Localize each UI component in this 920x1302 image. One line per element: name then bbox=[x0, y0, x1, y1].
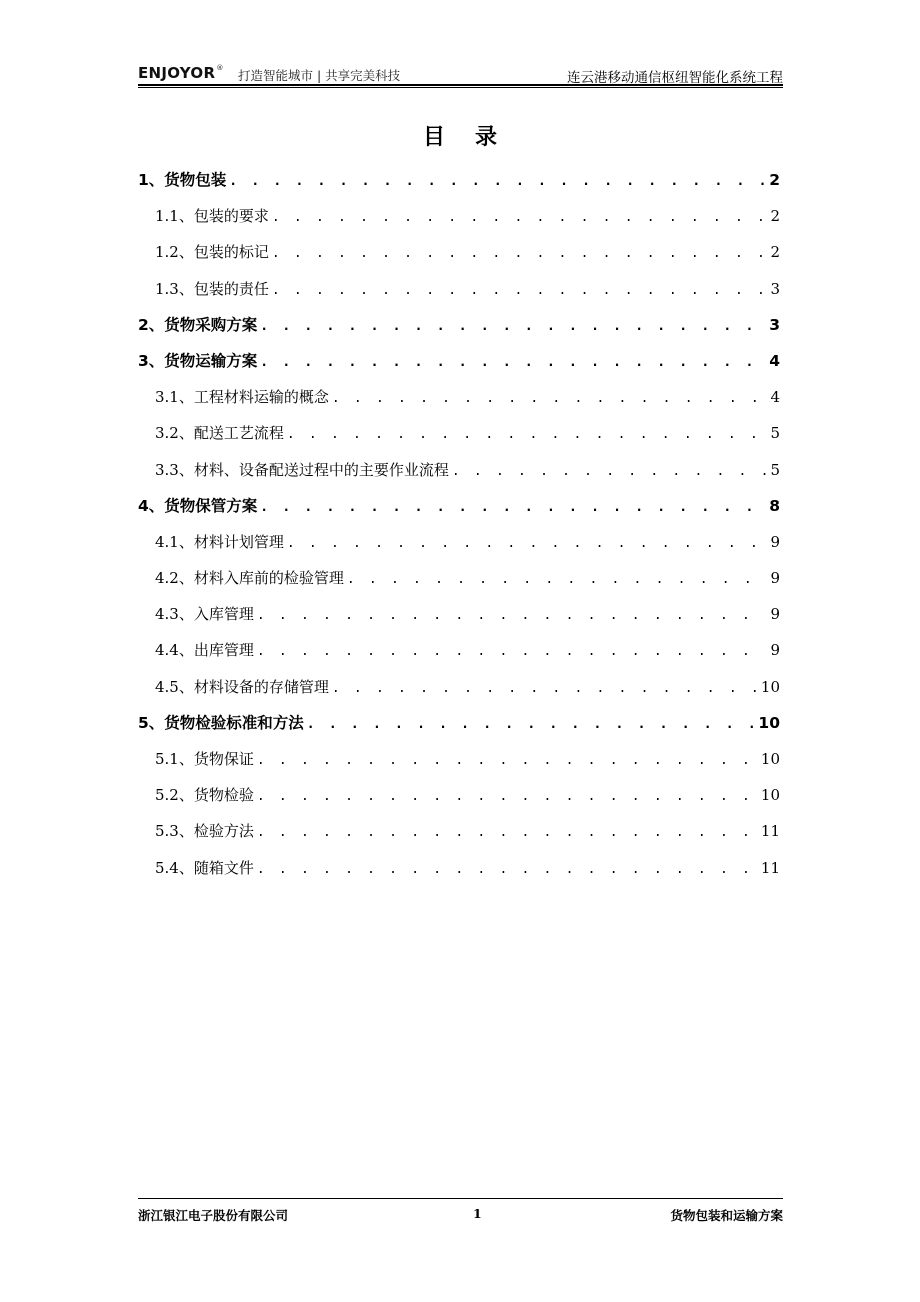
toc-entry-label: 3、货物运输方案 bbox=[138, 351, 258, 370]
toc-entry-page: 10 bbox=[760, 677, 780, 696]
toc-leader-dots bbox=[257, 743, 758, 777]
toc-entry-label: 4.3、入库管理 bbox=[155, 605, 254, 624]
toc-leader-dots bbox=[347, 562, 768, 596]
toc-entry[interactable] bbox=[138, 741, 780, 777]
toc-entry-label: 4、货物保管方案 bbox=[138, 496, 258, 515]
toc-entry[interactable] bbox=[138, 632, 780, 668]
toc-entry-label: 1.1、包装的要求 bbox=[155, 207, 269, 226]
toc-entry-page: 9 bbox=[770, 569, 780, 588]
toc-entry-page: 3 bbox=[770, 279, 780, 298]
toc-entry-page: 2 bbox=[770, 243, 780, 262]
footer-page-number: 1 bbox=[473, 1206, 482, 1221]
toc-entry[interactable] bbox=[138, 705, 780, 741]
toc-leader-dots bbox=[257, 598, 768, 632]
toc-entry-label: 5、货物检验标准和方法 bbox=[138, 713, 304, 732]
toc-entry-label: 5.2、货物检验 bbox=[155, 786, 254, 805]
toc-entry-label: 5.1、货物保证 bbox=[155, 750, 254, 768]
toc-entry[interactable] bbox=[138, 777, 780, 813]
toc-entry[interactable] bbox=[138, 560, 780, 596]
toc-entry-page: 8 bbox=[769, 496, 780, 515]
footer-document-name: 货物包装和运输方案 bbox=[670, 1208, 783, 1223]
registered-mark: ® bbox=[216, 64, 224, 72]
toc-entry-page: 10 bbox=[760, 750, 780, 768]
toc-entry[interactable] bbox=[138, 234, 780, 270]
toc-entry[interactable] bbox=[138, 415, 780, 451]
toc-leader-dots bbox=[257, 852, 758, 886]
page-header bbox=[138, 58, 783, 86]
toc-entry[interactable] bbox=[138, 452, 780, 488]
toc-entry[interactable] bbox=[138, 162, 780, 198]
toc-leader-dots bbox=[332, 671, 758, 705]
toc-entry[interactable] bbox=[138, 198, 780, 234]
toc-entry[interactable] bbox=[138, 488, 780, 524]
toc-entry[interactable] bbox=[138, 307, 780, 343]
toc-entry-page: 9 bbox=[770, 641, 780, 660]
toc-entry-page: 10 bbox=[758, 713, 780, 732]
header-slogan: 打造智能城市 | 共享完美科技 bbox=[238, 68, 401, 83]
footer-company: 浙江银江电子股份有限公司 bbox=[138, 1208, 289, 1223]
toc-title: 目录 bbox=[422, 125, 527, 150]
header-rule bbox=[138, 84, 783, 86]
toc-entry-label: 3.3、材料、设备配送过程中的主要作业流程 bbox=[155, 460, 449, 479]
toc-entry-label: 5.3、检验方法 bbox=[155, 822, 254, 841]
logo-text: ENJOYOR bbox=[138, 64, 216, 82]
toc-entry[interactable] bbox=[138, 343, 780, 379]
toc-entry-label: 4.5、材料设备的存储管理 bbox=[155, 677, 329, 696]
toc-entry-label: 4.1、材料计划管理 bbox=[155, 532, 284, 551]
toc-entry-page: 5 bbox=[770, 460, 780, 479]
toc-entry-page: 2 bbox=[769, 171, 780, 189]
toc-entry-label: 1.2、包装的标记 bbox=[155, 243, 269, 262]
toc-leader-dots bbox=[272, 236, 768, 270]
toc-entry-page: 11 bbox=[760, 822, 780, 841]
toc-entry[interactable] bbox=[138, 813, 780, 849]
toc-entry[interactable] bbox=[138, 271, 780, 307]
footer-rule bbox=[138, 1198, 783, 1199]
toc-entry-label: 4.4、出库管理 bbox=[155, 641, 254, 660]
toc-leader-dots bbox=[287, 526, 768, 560]
toc-leader-dots bbox=[287, 417, 768, 451]
toc-leader-dots bbox=[307, 707, 756, 741]
toc-entry[interactable] bbox=[138, 850, 780, 886]
toc-entry-page: 9 bbox=[770, 605, 780, 624]
toc-leader-dots bbox=[257, 779, 758, 813]
toc-entry[interactable] bbox=[138, 379, 780, 415]
toc-entry-label: 3.2、配送工艺流程 bbox=[155, 424, 284, 443]
toc-leader-dots bbox=[257, 634, 768, 668]
toc-leader-dots bbox=[452, 454, 768, 488]
toc-leader-dots bbox=[332, 381, 768, 415]
toc-entry-page: 3 bbox=[769, 315, 780, 334]
page-footer bbox=[138, 1206, 783, 1226]
header-project-title: 连云港移动通信枢纽智能化系统工程 bbox=[567, 70, 783, 86]
toc-entry-page: 9 bbox=[770, 532, 780, 551]
toc-entry-label: 5.4、随箱文件 bbox=[155, 858, 254, 877]
company-logo bbox=[138, 64, 224, 82]
toc-entry[interactable] bbox=[138, 524, 780, 560]
toc-entry-page: 4 bbox=[769, 351, 780, 370]
toc-entry-label: 1.3、包装的责任 bbox=[155, 279, 269, 298]
toc-leader-dots bbox=[260, 490, 766, 524]
toc-leader-dots bbox=[260, 345, 766, 379]
toc-entry-page: 2 bbox=[770, 207, 780, 226]
toc-entry-label: 4.2、材料入库前的检验管理 bbox=[155, 569, 344, 588]
toc-leader-dots bbox=[260, 309, 766, 343]
toc-leader-dots bbox=[272, 200, 768, 234]
toc-leader-dots bbox=[272, 273, 768, 307]
toc-entry-page: 5 bbox=[770, 424, 780, 443]
toc-entry-label: 2、货物采购方案 bbox=[138, 315, 258, 334]
toc-entry[interactable] bbox=[138, 669, 780, 705]
toc-entry-label: 3.1、工程材料运输的概念 bbox=[155, 388, 329, 407]
toc-entry-page: 11 bbox=[760, 858, 780, 877]
header-rule-thin bbox=[138, 87, 783, 88]
toc-entry[interactable] bbox=[138, 596, 780, 632]
toc-entry-page: 4 bbox=[770, 388, 780, 407]
table-of-contents bbox=[138, 162, 780, 886]
toc-entry-page: 10 bbox=[760, 786, 780, 805]
toc-entry-label: 1、货物包装 bbox=[138, 171, 227, 189]
toc-leader-dots bbox=[257, 815, 758, 849]
toc-leader-dots bbox=[229, 164, 766, 198]
